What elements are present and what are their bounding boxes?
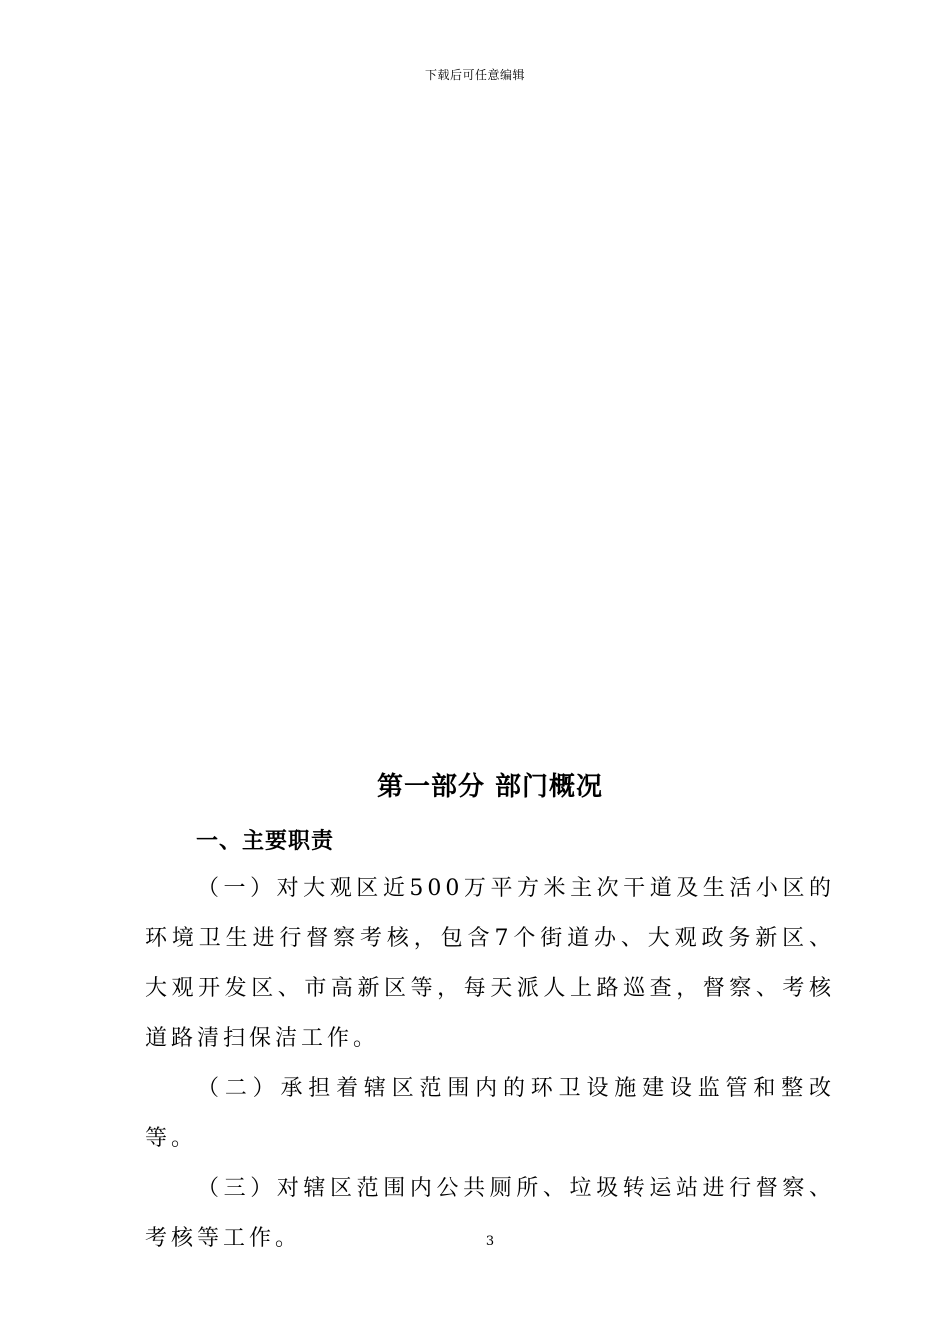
paragraph-duty-3: （三）对辖区范围内公共厕所、垃圾转运站进行督察、考核等工作。 [145, 1176, 835, 1251]
paragraph-duty-1: （一）对大观区近500万平方米主次干道及生活小区的环境卫生进行督察考核，包含7个街道办、大观政务新区、大观开发区、市高新区等，每天派人上路巡查，督察、考核道路清扫保洁工作。 [145, 876, 835, 1051]
paragraph-duty-2: （二）承担着辖区范围内的环卫设施建设监管和整改等。 [145, 1076, 835, 1151]
page-number: 3 [485, 1234, 495, 1249]
body-text [145, 864, 835, 1264]
header-note: 下载后可任意编辑 [424, 68, 525, 82]
section-heading: 一、主要职责 [196, 829, 335, 854]
part-title: 第一部分 部门概况 [376, 772, 604, 802]
